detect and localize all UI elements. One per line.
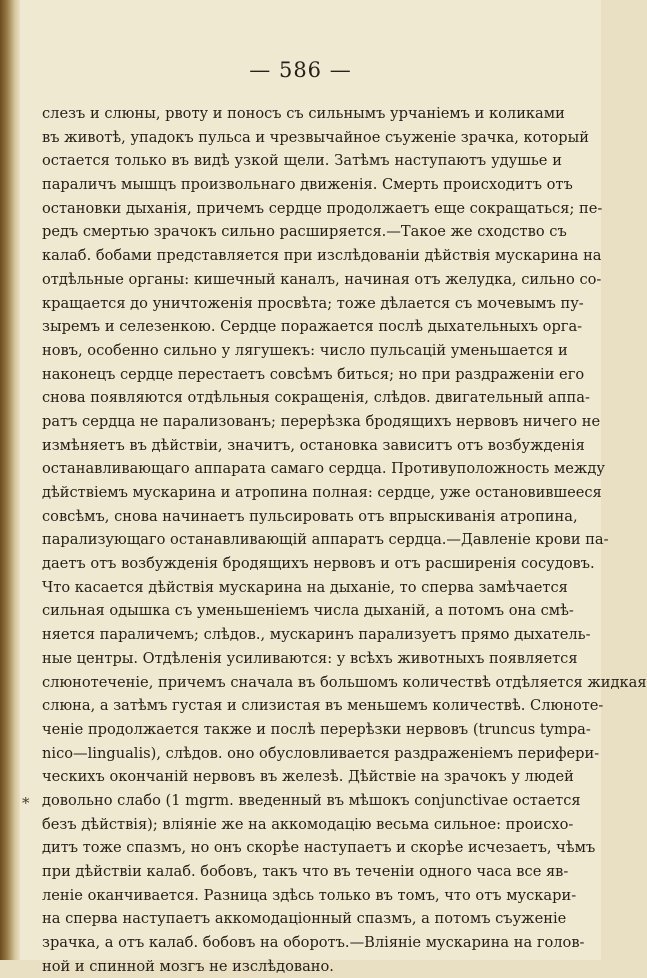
text-line: новъ, особенно сильно у лягушекъ: число пульсацiй уменьшается и <box>42 341 568 359</box>
text-line: безъ дѣйствiя); влiянiе же на аккомодацiю весьма сильное: происхо- <box>42 815 574 833</box>
text-line: дѣйствiемъ мускарина и атропина полная: сердце, уже остановившееся <box>42 484 602 501</box>
text-line: няется параличемъ; слѣдов., мускаринъ парализуетъ прямо дыхатель- <box>42 626 591 644</box>
text-line: Что касается дѣйствiя мускарина на дыханiе, то сперва замѣчается <box>42 578 568 596</box>
text-line: наконецъ сердце перестаетъ совсѣмъ биться; но при раздраженiи его <box>42 365 585 383</box>
text-line: слюна, а затѣмъ густая и слизистая въ меньшемъ количествѣ. Слюноте- <box>42 697 604 715</box>
text-line: кращается до уничтоженiя просвѣта; тоже дѣлается съ мочевымъ пу- <box>42 294 584 312</box>
text-line: даетъ отъ возбужденiя бродящихъ нервовъ и отъ расширенiя сосудовъ. <box>42 555 595 573</box>
text-line: ленiе оканчивается. Разница здѣсь только въ томъ, что отъ мускари- <box>42 886 577 904</box>
text-line: остановки дыханiя, причемъ сердце продолжаетъ еще сокращаться; пе- <box>42 199 603 217</box>
text-line: снова появляются отдѣльныя сокращенiя, слѣдов. двигательный аппа- <box>42 389 590 407</box>
text-line: nico—lingualis), слѣдов. оно обусловливается раздраженiемъ перифери- <box>42 744 600 762</box>
text-line: зыремъ и селезенкою. Сердце поражается послѣ дыхательныхъ орга- <box>42 318 583 336</box>
text-line: ные центры. Отдѣленiя усиливаются: у всѣхъ животныхъ появляется <box>42 649 578 667</box>
text-line: калаб. бобами представляется при изслѣдованiи дѣйствiя мускарина на <box>42 247 602 265</box>
text-line: ческихъ окончанiй нервовъ въ железѣ. Дѣйствiе на зрачокъ у людей <box>42 768 574 786</box>
text-line: въ животѣ, упадокъ пульса и чрезвычайное съуженiе зрачка, который <box>42 128 589 146</box>
page-number: — 586 — <box>249 58 352 82</box>
text-line: ной и спинной мозгъ не изслѣдовано. <box>42 957 334 975</box>
text-line: довольно слабо (1 mgrm. введенный въ мѣшокъ conjunctivae остается <box>42 791 581 809</box>
text-line: ченiе продолжается также и послѣ перерѣзки нервовъ (truncus tympa- <box>42 720 591 738</box>
text-line: измѣняетъ въ дѣйствiи, значитъ, остановка зависитъ отъ возбужденiя <box>42 436 585 454</box>
text-line: редъ смертью зрачокъ сильно расширяется.—Такое же сходство съ <box>42 223 567 241</box>
text-line: параличъ мышцъ произвольнаго движенiя. Смерть происходитъ отъ <box>42 176 573 194</box>
text-line: на сперва наступаетъ аккомодацiонный спазмъ, а потомъ съуженiе <box>42 910 567 928</box>
text-line: совсѣмъ, снова начинаетъ пульсировать отъ впрыскиванiя атропина, <box>42 507 578 525</box>
margin-mark: * <box>22 794 30 812</box>
text-line: слезъ и слюны, рвоту и поносъ съ сильнымъ урчанiемъ и коликами <box>42 105 565 122</box>
body-text <box>42 102 647 978</box>
text-line: отдѣльные органы: кишечный каналъ, начиная отъ желудка, сильно со- <box>42 270 602 288</box>
text-line: зрачка, а отъ калаб. бобовъ на оборотъ.—Влiянiе мускарина на голов- <box>42 934 585 952</box>
text-line: сильная одышка съ уменьшенiемъ числа дыханiй, а потомъ она смѣ- <box>42 602 574 620</box>
text-line: слюнотеченiе, причемъ сначала въ большомъ количествѣ отдѣляется жидкая <box>42 673 647 691</box>
text-line: при дѣйствiи калаб. бобовъ, такъ что въ теченiи одного часа все яв- <box>42 863 569 880</box>
text-line: парализующаго останавливающiй аппаратъ сердца.—Давленiе крови па- <box>42 531 609 549</box>
text-line: ратъ сердца не парализованъ; перерѣзка бродящихъ нервовъ ничего не <box>42 412 601 430</box>
text-line: дитъ тоже спазмъ, но онъ скорѣе наступаетъ и скорѣе исчезаетъ, чѣмъ <box>42 839 596 857</box>
text-line: остается только въ видѣ узкой щели. Затѣмъ наступаютъ удушье и <box>42 152 562 170</box>
text-line: останавливающаго аппарата самаго сердца. Противуположность между <box>42 460 605 478</box>
book-spine-shadow <box>0 0 20 960</box>
